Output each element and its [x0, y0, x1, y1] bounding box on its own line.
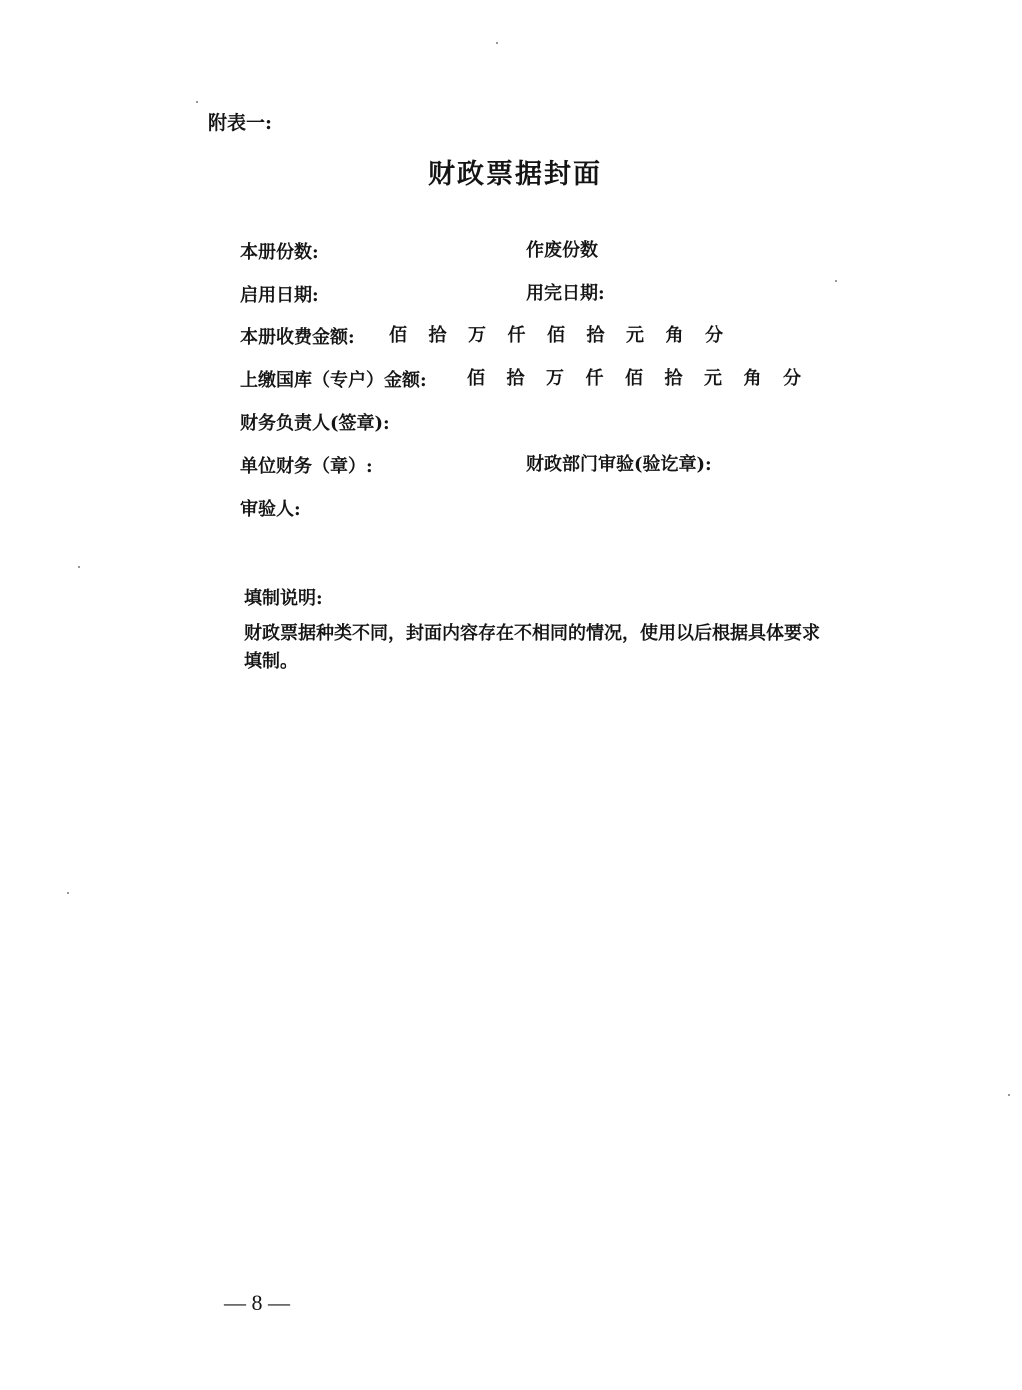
unit-finance-label: 单位财务（章）:	[240, 456, 373, 477]
amount-unit: 拾	[664, 368, 683, 389]
amount-unit: 拾	[428, 325, 447, 346]
amount-unit: 佰	[389, 325, 407, 346]
amount-unit: 万	[546, 368, 564, 389]
amount-unit: 角	[665, 325, 684, 346]
page-title: 财政票据封面	[428, 159, 602, 190]
auditor-label: 审验人:	[240, 499, 301, 520]
treasury-amount-label: 上缴国库（专户）金额:	[240, 370, 427, 391]
scan-speck	[196, 101, 198, 103]
finance-dept-audit-label: 财政部门审验(验讫章):	[526, 454, 712, 475]
amount-unit: 佰	[625, 368, 643, 389]
fee-amount-units	[389, 321, 745, 347]
amount-unit: 元	[626, 325, 644, 346]
amount-unit: 分	[705, 325, 723, 346]
end-date-label: 用完日期:	[526, 283, 605, 304]
scan-speck	[1008, 1094, 1010, 1096]
fee-amount-label: 本册收费金额:	[240, 327, 355, 348]
appendix-label: 附表一:	[208, 112, 273, 134]
amount-unit: 角	[743, 368, 762, 389]
copies-label: 本册份数:	[240, 242, 319, 263]
amount-unit: 拾	[506, 368, 525, 389]
amount-unit: 元	[704, 368, 722, 389]
notes-body: 财政票据种类不同，封面内容存在不相同的情况，使用以后根据具体要求填制。	[244, 623, 820, 672]
scan-speck	[67, 892, 69, 894]
finance-head-label: 财务负责人(签章):	[240, 413, 390, 434]
amount-unit: 仟	[507, 325, 526, 346]
notes-title: 填制说明:	[244, 588, 323, 609]
amount-unit: 万	[468, 325, 486, 346]
scan-speck	[835, 280, 837, 282]
page-number: — 8 —	[224, 1290, 290, 1315]
amount-unit: 仟	[585, 368, 604, 389]
amount-unit: 佰	[547, 325, 565, 346]
voided-copies-label: 作废份数	[526, 240, 598, 261]
amount-unit: 拾	[586, 325, 605, 346]
amount-unit: 佰	[467, 368, 485, 389]
amount-unit: 分	[783, 368, 801, 389]
start-date-label: 启用日期:	[240, 285, 319, 306]
treasury-amount-units	[467, 364, 823, 390]
scan-speck	[78, 566, 80, 568]
scan-speck	[496, 42, 498, 44]
